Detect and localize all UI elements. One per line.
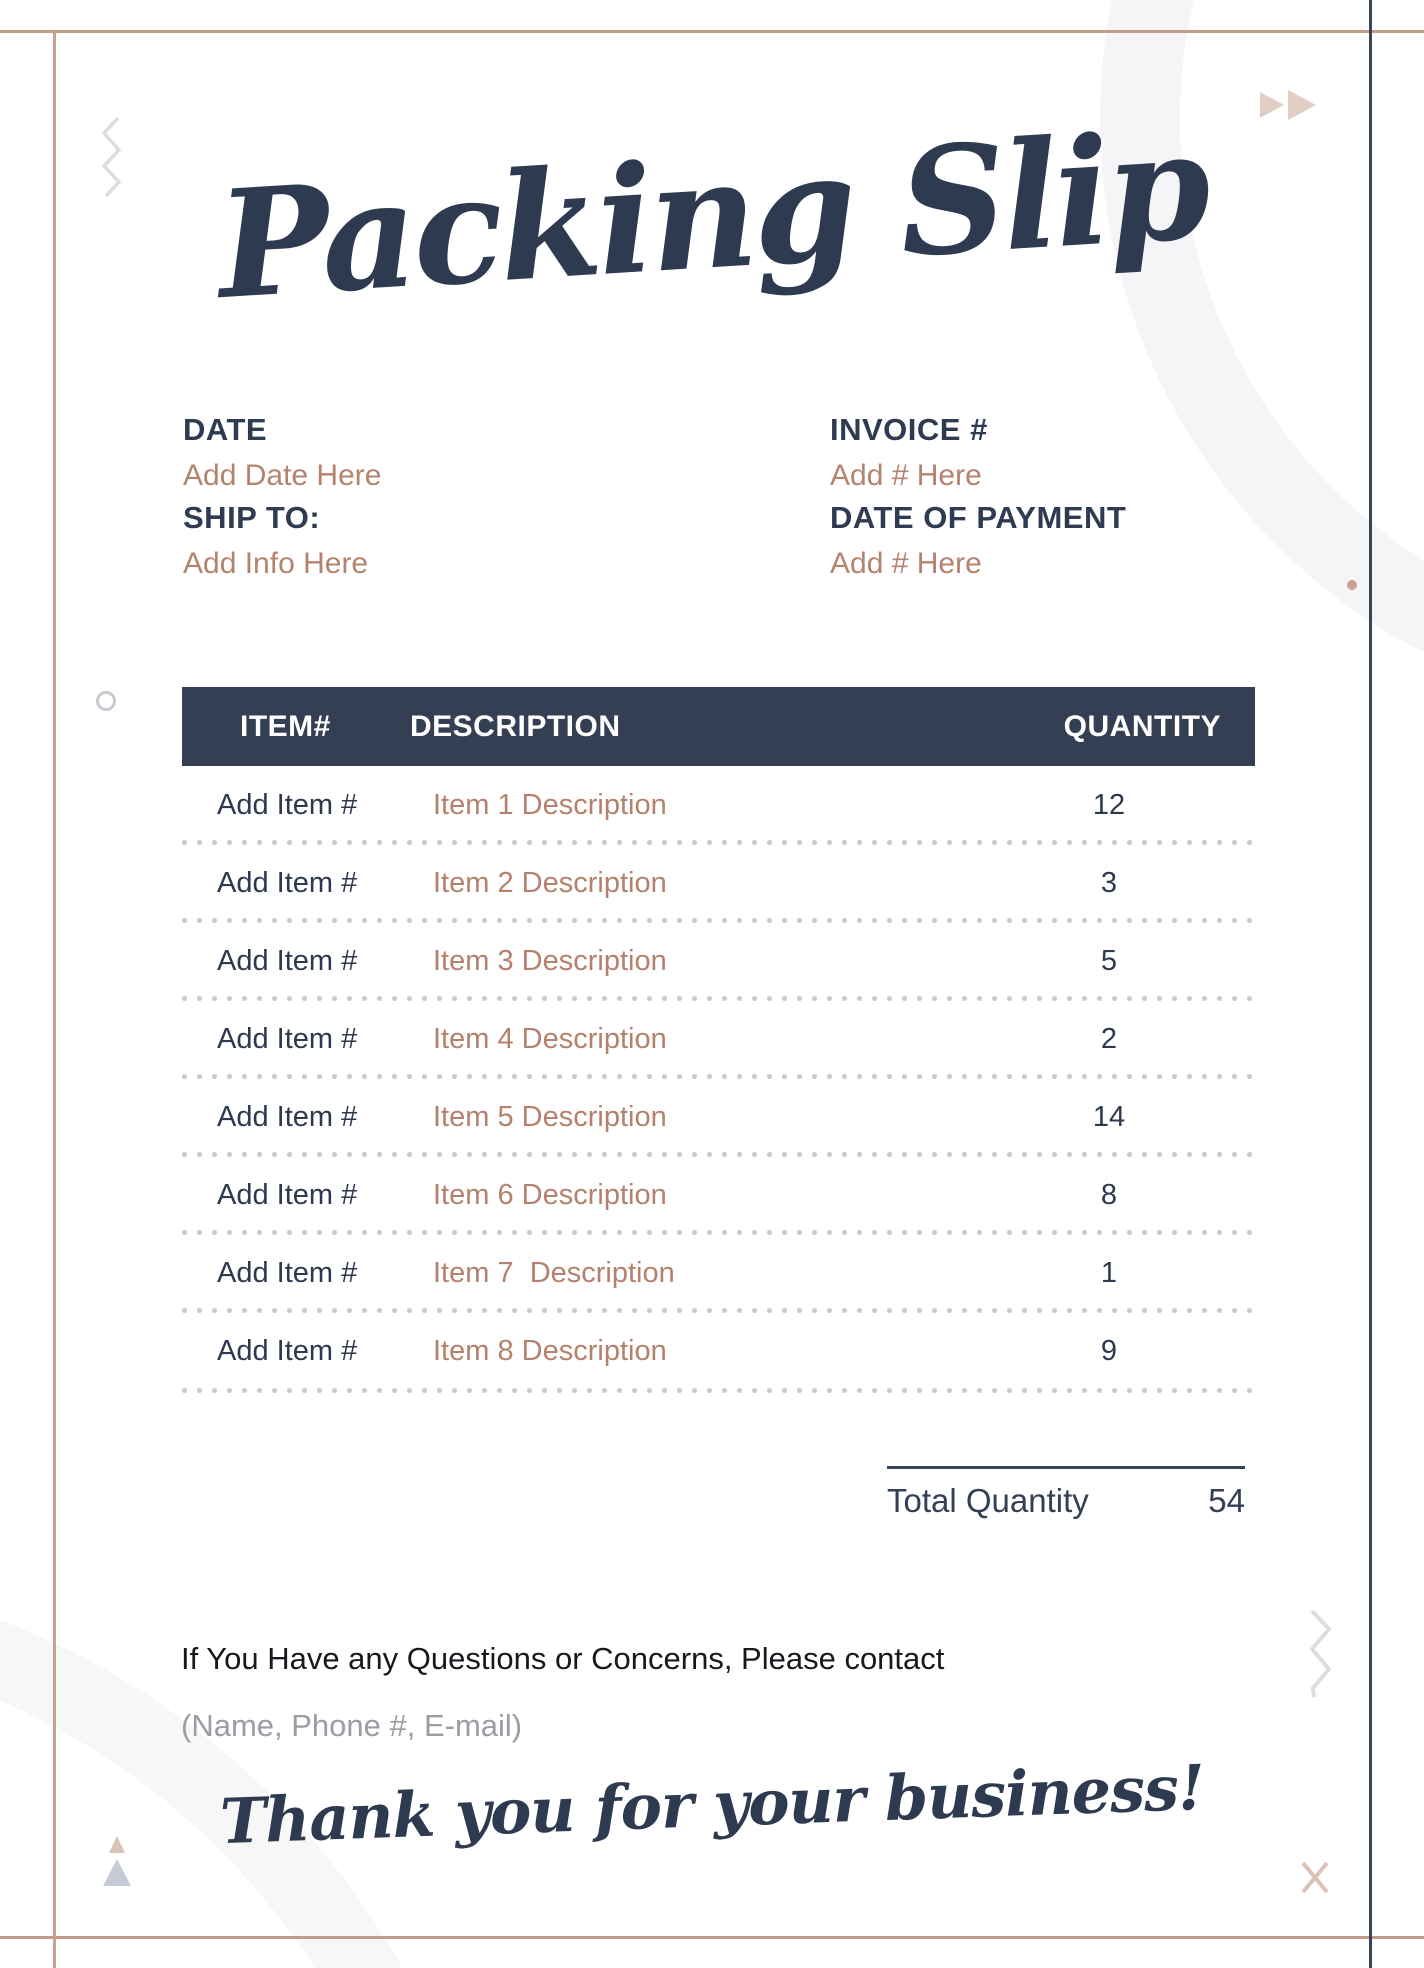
field-date-of-payment xyxy=(830,500,1390,581)
item-quantity[interactable]: 1 xyxy=(1100,1256,1118,1289)
total-divider-line xyxy=(887,1466,1245,1469)
item-quantity[interactable]: 3 xyxy=(1100,866,1118,899)
ring-arc-bottom-left xyxy=(0,1568,502,1968)
dot-icon xyxy=(1347,580,1357,590)
field-invoice xyxy=(830,412,1390,493)
item-number-placeholder[interactable]: Add Item # xyxy=(217,1178,358,1211)
item-quantity[interactable]: 14 xyxy=(1092,1100,1126,1133)
table-row xyxy=(182,1000,1255,1078)
item-description-placeholder[interactable]: Item 3 Description xyxy=(433,944,667,977)
item-quantity[interactable]: 5 xyxy=(1100,944,1118,977)
bottom-border-line xyxy=(0,1936,1424,1939)
zigzag-icon-bottom-right xyxy=(1308,1608,1334,1700)
item-quantity[interactable]: 12 xyxy=(1092,788,1126,821)
contact-line: If You Have any Questions or Concerns, Please contact xyxy=(181,1641,945,1676)
item-quantity[interactable]: 2 xyxy=(1100,1022,1118,1055)
item-description-placeholder[interactable]: Item 2 Description xyxy=(433,866,667,899)
field-ship-to xyxy=(183,500,743,581)
date-placeholder[interactable]: Add Date Here xyxy=(183,459,382,492)
table-row xyxy=(182,1078,1255,1156)
contact-hint-placeholder[interactable]: (Name, Phone #, E-mail) xyxy=(181,1708,523,1743)
item-number-placeholder[interactable]: Add Item # xyxy=(217,1256,358,1289)
thank-you-note: Thank you for your business! xyxy=(218,1750,1206,1859)
table-header xyxy=(182,687,1255,766)
item-number-placeholder[interactable]: Add Item # xyxy=(217,944,358,977)
date-of-payment-label: DATE OF PAYMENT xyxy=(830,500,1127,535)
item-description-placeholder[interactable]: Item 1 Description xyxy=(433,788,667,821)
item-number-placeholder[interactable]: Add Item # xyxy=(217,1022,358,1055)
invoice-label: INVOICE # xyxy=(830,412,988,447)
column-header-quantity: QUANTITY xyxy=(1063,709,1221,743)
table-row xyxy=(182,844,1255,922)
top-border-line xyxy=(0,30,1424,33)
item-number-placeholder[interactable]: Add Item # xyxy=(217,1334,358,1367)
row-separator xyxy=(182,1388,1255,1393)
circle-outline-icon xyxy=(96,691,116,711)
item-description-placeholder[interactable]: Item 4 Description xyxy=(433,1022,667,1055)
item-number-placeholder[interactable]: Add Item # xyxy=(217,788,358,821)
item-number-placeholder[interactable]: Add Item # xyxy=(217,866,358,899)
date-label: DATE xyxy=(183,412,268,447)
item-description-placeholder[interactable]: Item 7 Description xyxy=(433,1256,675,1289)
item-quantity[interactable]: 9 xyxy=(1100,1334,1118,1367)
table-row xyxy=(182,922,1255,1000)
item-number-placeholder[interactable]: Add Item # xyxy=(217,1100,358,1133)
page-title: Packing Slip xyxy=(212,97,1212,333)
item-quantity[interactable]: 8 xyxy=(1100,1178,1118,1211)
item-description-placeholder[interactable]: Item 5 Description xyxy=(433,1100,667,1133)
table-row xyxy=(182,1156,1255,1234)
column-header-item: ITEM# xyxy=(240,709,331,743)
close-icon xyxy=(1296,1858,1334,1896)
total-quantity-label: Total Quantity xyxy=(887,1482,1089,1519)
table-row xyxy=(182,1312,1255,1390)
table-row xyxy=(182,1234,1255,1312)
item-description-placeholder[interactable]: Item 6 Description xyxy=(433,1178,667,1211)
total-quantity-value: 54 xyxy=(1208,1482,1245,1519)
ship-to-placeholder[interactable]: Add Info Here xyxy=(183,547,369,580)
total-row xyxy=(887,1482,1245,1520)
invoice-placeholder[interactable]: Add # Here xyxy=(830,459,982,492)
table-row xyxy=(182,766,1255,844)
item-description-placeholder[interactable]: Item 8 Description xyxy=(433,1334,667,1367)
ship-to-label: SHIP TO: xyxy=(183,500,321,535)
column-header-description: DESCRIPTION xyxy=(410,709,621,743)
field-date xyxy=(183,412,743,493)
date-of-payment-placeholder[interactable]: Add # Here xyxy=(830,547,982,580)
